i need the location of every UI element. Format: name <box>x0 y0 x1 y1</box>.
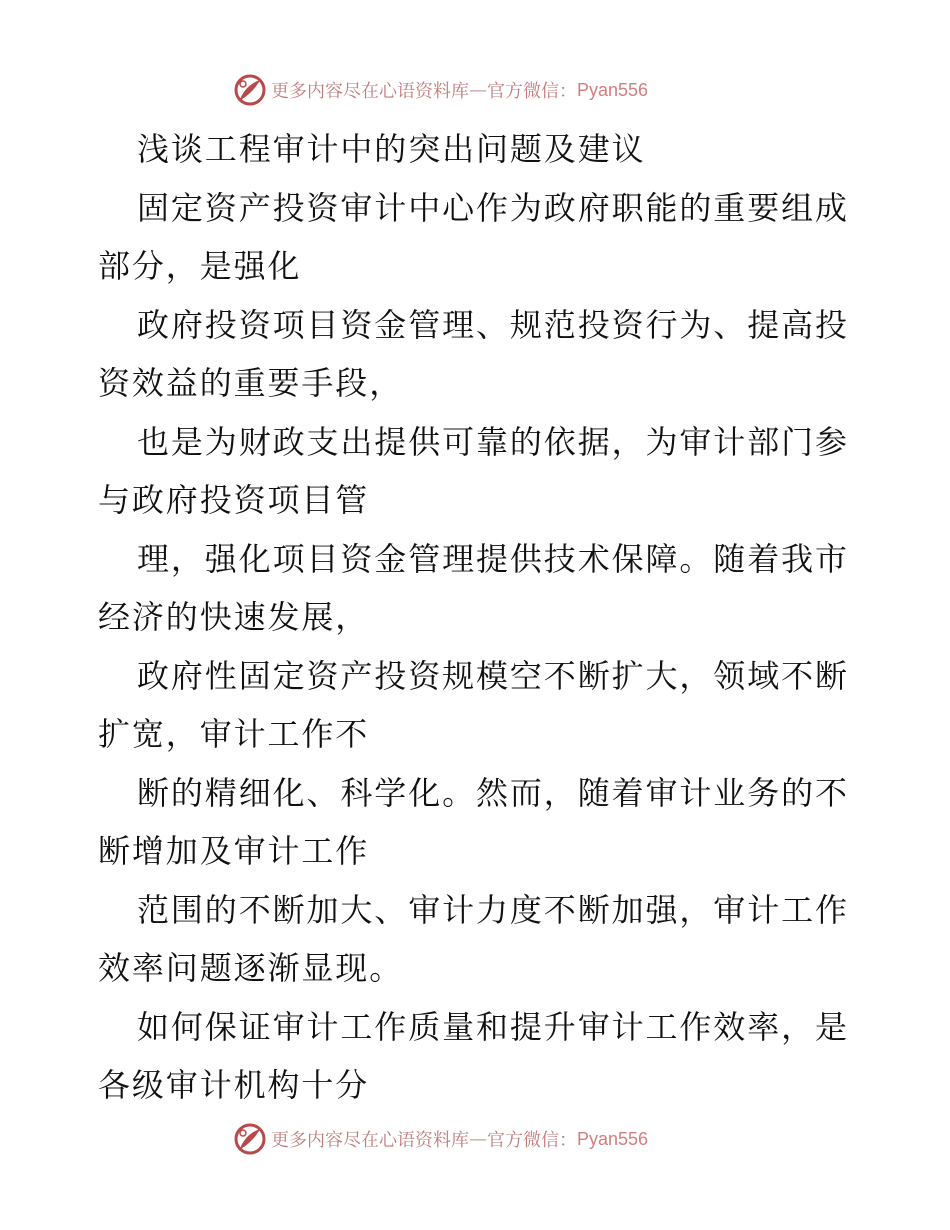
document-body <box>98 120 858 1115</box>
banner-wechat-label: 官方微信： <box>487 81 577 102</box>
text-line: 效率问题逐渐显现。 <box>98 949 404 987</box>
text-line: 部分，是强化 <box>98 247 302 285</box>
text-line: 范围的不断加大、审计力度不断加强，审计工作 <box>137 890 849 929</box>
banner-wechat-id: Pyan556 <box>577 1128 649 1149</box>
banner-wechat-id: Pyan556 <box>577 79 649 100</box>
text-line: 固定资产投资审计中心作为政府职能的重要组成 <box>137 188 849 227</box>
text-line: 扩宽，审计工作不 <box>98 715 370 753</box>
text-line: 经济的快速发展， <box>98 598 370 636</box>
text-line: 断的精细化、科学化。然而，随着审计业务的不 <box>137 773 849 812</box>
text-line: 政府性固定资产投资规模空不断扩大，领域不断 <box>137 656 849 695</box>
text-line: 如何保证审计工作质量和提升审计工作效率，是 <box>137 1007 849 1046</box>
footer-banner[interactable] <box>233 1121 753 1157</box>
banner-separator: — <box>469 79 487 101</box>
text-line: 政府投资项目资金管理、规范投资行为、提高投 <box>137 305 849 344</box>
text-line: 资效益的重要手段， <box>98 364 404 402</box>
banner-main-text: 更多内容尽在心语资料库 <box>271 81 469 102</box>
banner-separator: — <box>469 1128 487 1150</box>
feather-logo-icon <box>233 1122 267 1156</box>
document-title: 浅谈工程审计中的突出问题及建议 <box>137 130 646 168</box>
text-line: 也是为财政支出提供可靠的依据，为审计部门参 <box>137 422 849 461</box>
text-line: 与政府投资项目管 <box>98 481 370 519</box>
header-banner[interactable] <box>233 72 753 108</box>
banner-main-text: 更多内容尽在心语资料库 <box>271 1130 469 1151</box>
text-line: 理，强化项目资金管理提供技术保障。随着我市 <box>137 539 849 578</box>
feather-logo-icon <box>233 73 267 107</box>
text-line: 各级审计机构十分 <box>98 1066 370 1104</box>
text-line: 断增加及审计工作 <box>98 832 370 870</box>
banner-wechat-label: 官方微信： <box>487 1130 577 1151</box>
